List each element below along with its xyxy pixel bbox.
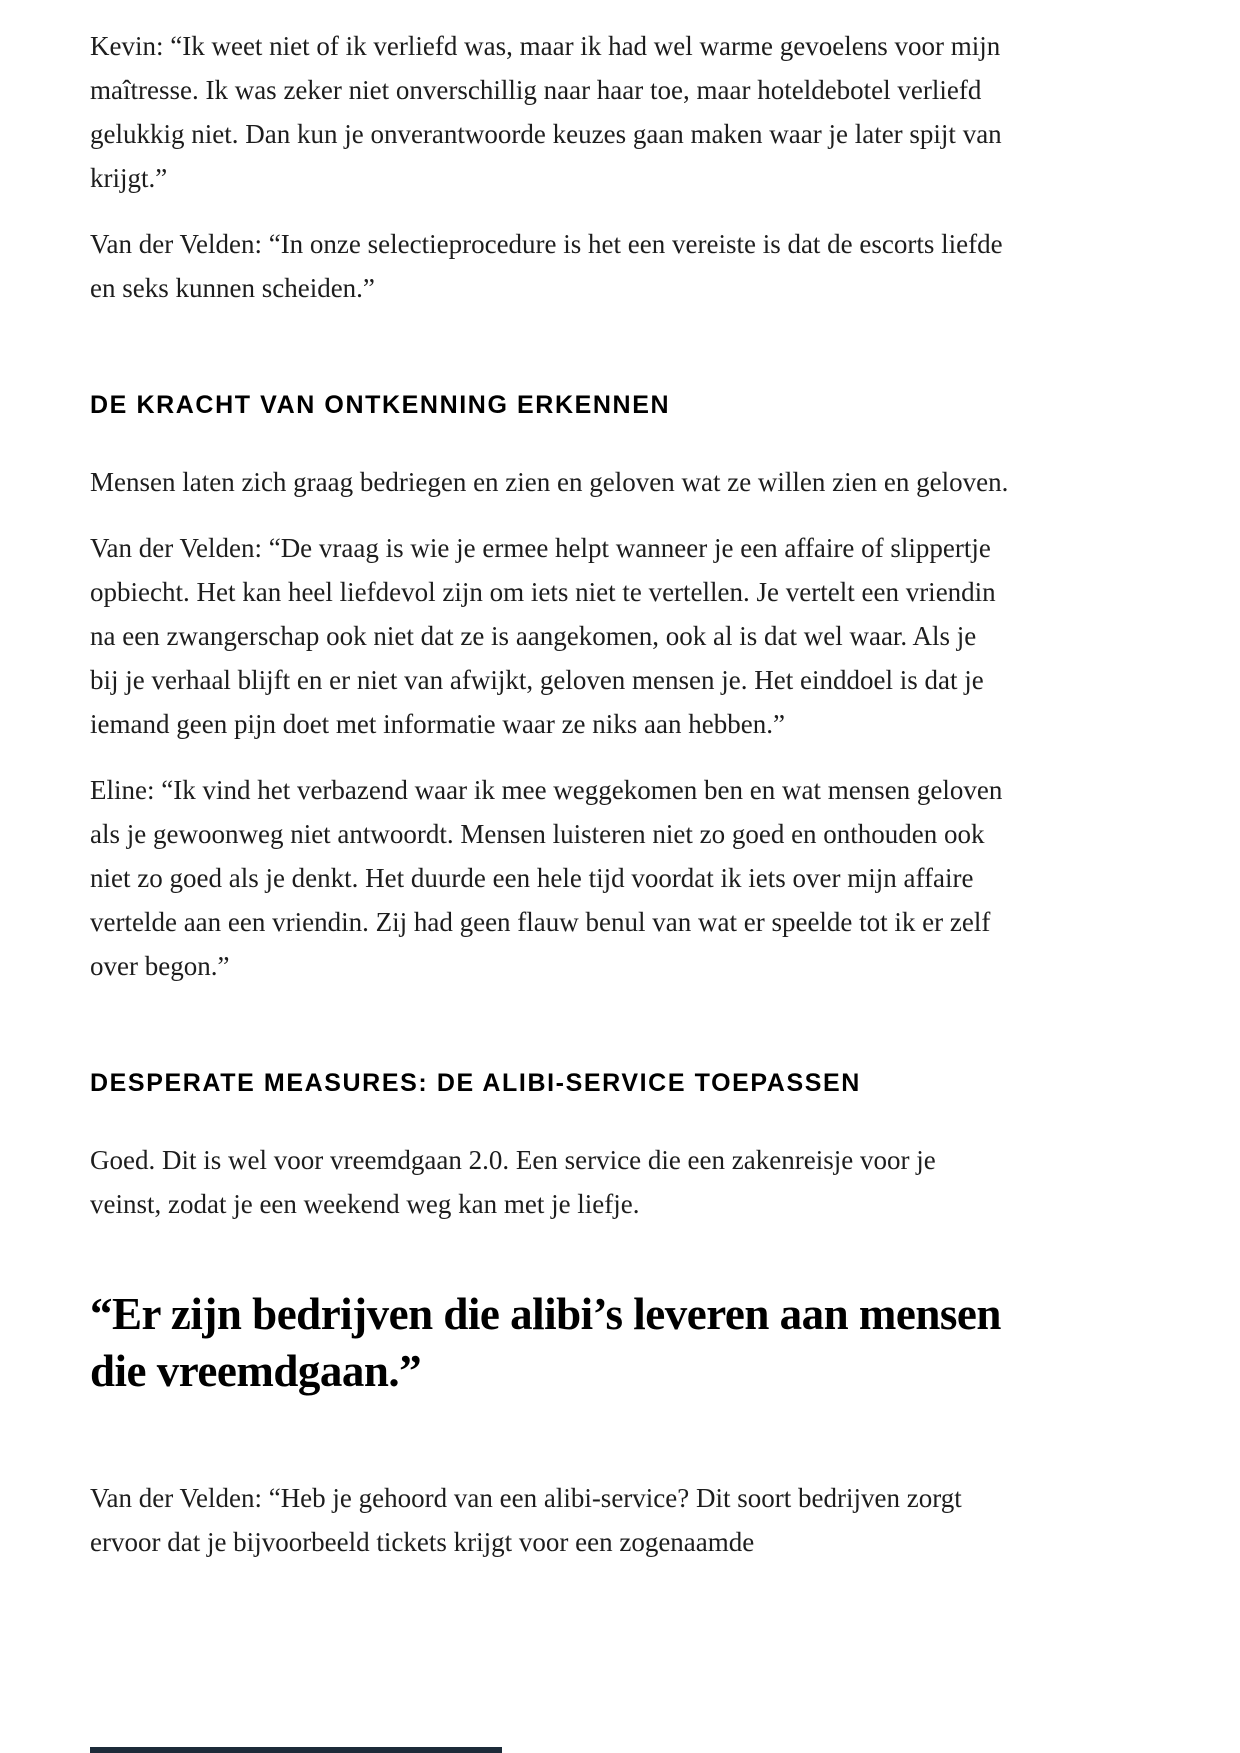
paragraph-kevin-quote: Kevin: “Ik weet niet of ik verliefd was, maar ik had wel warme gevoelens voor mijn maîtresse. Ik was zeker niet onverschillig naar haar toe, maar hoteldebotel verliefd gelukkig niet. Dan kun je onverantwoorde keuzes gaan maken waar je later spijt van krijgt.” bbox=[90, 31, 1002, 193]
article-body bbox=[90, 0, 1010, 1564]
paragraph-vandervelden-selectieprocedure: Van der Velden: “In onze selectieprocedure is het een vereiste is dat de escorts liefde en seks kunnen scheiden.” bbox=[90, 229, 1003, 303]
paragraph-goed-vreemdgaan: Goed. Dit is wel voor vreemdgaan 2.0. Een service die een zakenreisje voor je veinst, zodat je een weekend weg kan met je liefje. bbox=[90, 1145, 936, 1219]
bottom-cutoff-element bbox=[90, 1747, 502, 1753]
section-heading-ontkenning: DE KRACHT VAN ONTKENNING ERKENNEN bbox=[90, 391, 671, 419]
pull-quote-alibis: “Er zijn bedrijven die alibi’s leveren aan mensen die vreemdgaan.” bbox=[90, 1289, 1001, 1396]
paragraph-vandervelden-vraag: Van der Velden: “De vraag is wie je ermee helpt wanneer je een affaire of slippertje opbiecht. Het kan heel liefdevol zijn om iets niet te vertellen. Je vertelt een vriendin na een zwangerschap ook niet dat ze is aangekomen, ook al is dat wel waar. Als je bij je verhaal blijft en er niet van afwijkt, geloven mensen je. Het einddoel is dat je iemand geen pijn doet met informatie waar ze niks aan hebben.” bbox=[90, 533, 996, 739]
paragraph-mensen-bedriegen: Mensen laten zich graag bedriegen en zien en geloven wat ze willen zien en geloven. bbox=[90, 467, 1009, 497]
paragraph-vandervelden-alibiservice: Van der Velden: “Heb je gehoord van een alibi-service? Dit soort bedrijven zorgt ervoor dat je bijvoorbeeld tickets krijgt voor een zogenaamde bbox=[90, 1483, 962, 1557]
section-heading-desperate-measures: DESPERATE MEASURES: DE ALIBI-SERVICE TOEPASSEN bbox=[90, 1069, 861, 1097]
paragraph-eline-quote: Eline: “Ik vind het verbazend waar ik mee weggekomen ben en wat mensen geloven als je gewoonweg niet antwoordt. Mensen luisteren niet zo goed en onthouden ook niet zo goed als je denkt. Het duurde een hele tijd voordat ik iets over mijn affaire vertelde aan een vriendin. Zij had geen flauw benul van wat er speelde tot ik er zelf over begon.” bbox=[90, 775, 1003, 981]
